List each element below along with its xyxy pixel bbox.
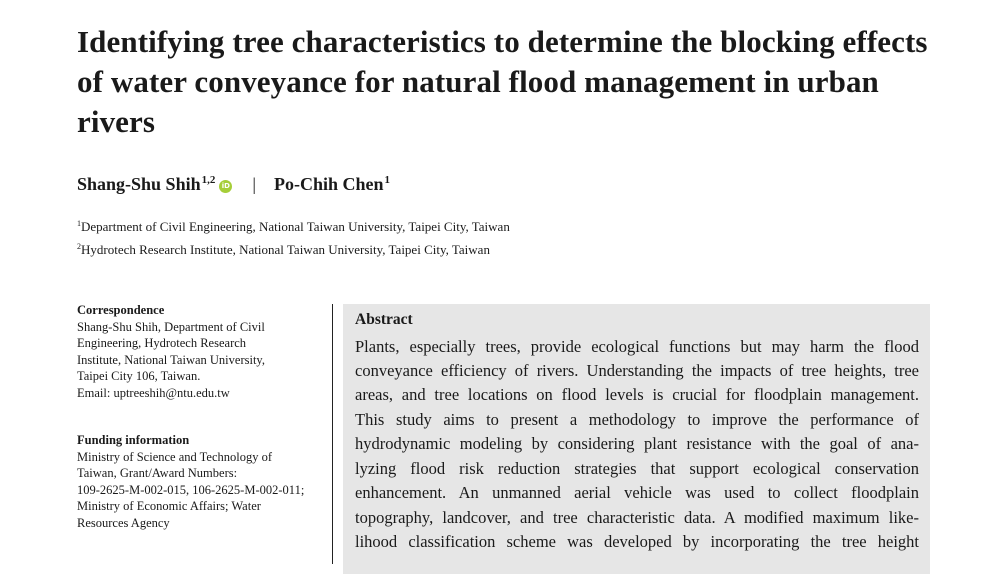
column-divider — [332, 304, 333, 564]
correspondence-line: Engineering, Hydrotech Research — [77, 336, 247, 350]
abstract-line: topography, landcover, and tree characteristic data. A modified maximum like- — [355, 508, 919, 527]
affiliation-2 — [77, 242, 490, 258]
affiliation-text: Department of Civil Engineering, National Taiwan University, Taipei City, Taiwan — [81, 219, 510, 234]
correspondence-line: Institute, National Taiwan University, — [77, 352, 265, 367]
author-name[interactable]: Po-Chih Chen — [273, 174, 384, 194]
abstract-line: conveyance efficiency of rivers. Understanding the impacts of tree heights, tree — [355, 361, 919, 380]
author-affiliation-marker: 1 — [384, 174, 390, 186]
funding-line: 109-2625-M-002-015, 106-2625-M-002-011; — [77, 482, 305, 497]
funding-block — [77, 432, 317, 531]
affiliation-text: Hydrotech Research Institute, National Taiwan University, Taipei City, Taiwan — [81, 242, 490, 257]
abstract-line: This study aims to present a methodology to improve the performance of — [355, 410, 919, 429]
correspondence-line: Shang-Shu Shih, Department of Civil — [77, 319, 265, 334]
author-list — [77, 174, 390, 195]
funding-line: Resources Agency — [77, 515, 170, 530]
orcid-icon[interactable]: iD — [219, 180, 232, 193]
paper-title: Identifying tree characteristics to determine the blocking effects of water conveyance for natural flood management in urban rivers — [77, 24, 928, 139]
abstract-line: areas, and tree locations on flood levels is crucial for floodplain management. — [355, 385, 919, 404]
funding-line: Ministry of Science and Technology of — [77, 449, 273, 464]
abstract-heading: Abstract — [355, 311, 413, 328]
funding-line: Taiwan, Grant/Award Numbers: — [77, 466, 238, 480]
abstract-line: lihood classification scheme was developed by incorporating the tree height — [355, 532, 919, 551]
abstract-line: hydrodynamic modeling by considering plant resistance with the goal of ana- — [355, 434, 919, 453]
correspondence-heading: Correspondence — [77, 303, 165, 317]
abstract-line: enhancement. An unmanned aerial vehicle was used to collect floodplain — [355, 483, 919, 502]
abstract-line: Plants, especially trees, provide ecological functions but may harm the flood — [355, 337, 919, 356]
correspondence-email[interactable]: Email: uptreeshih@ntu.edu.tw — [77, 385, 230, 400]
funding-line: Ministry of Economic Affairs; Water — [77, 499, 261, 513]
author-name[interactable]: Shang-Shu Shih — [77, 174, 201, 194]
affiliation-marker: 1 — [77, 219, 81, 228]
correspondence-line: Taipei City 106, Taiwan. — [77, 369, 201, 383]
author-separator: | — [252, 174, 256, 194]
abstract-line: lyzing flood risk reduction strategies that support ecological conservation — [355, 459, 919, 478]
author-affiliation-marker: 1,2 — [201, 174, 216, 186]
affiliation-marker: 2 — [77, 242, 81, 251]
affiliation-1 — [77, 219, 510, 235]
funding-heading: Funding information — [77, 433, 190, 447]
correspondence-block — [77, 302, 317, 401]
